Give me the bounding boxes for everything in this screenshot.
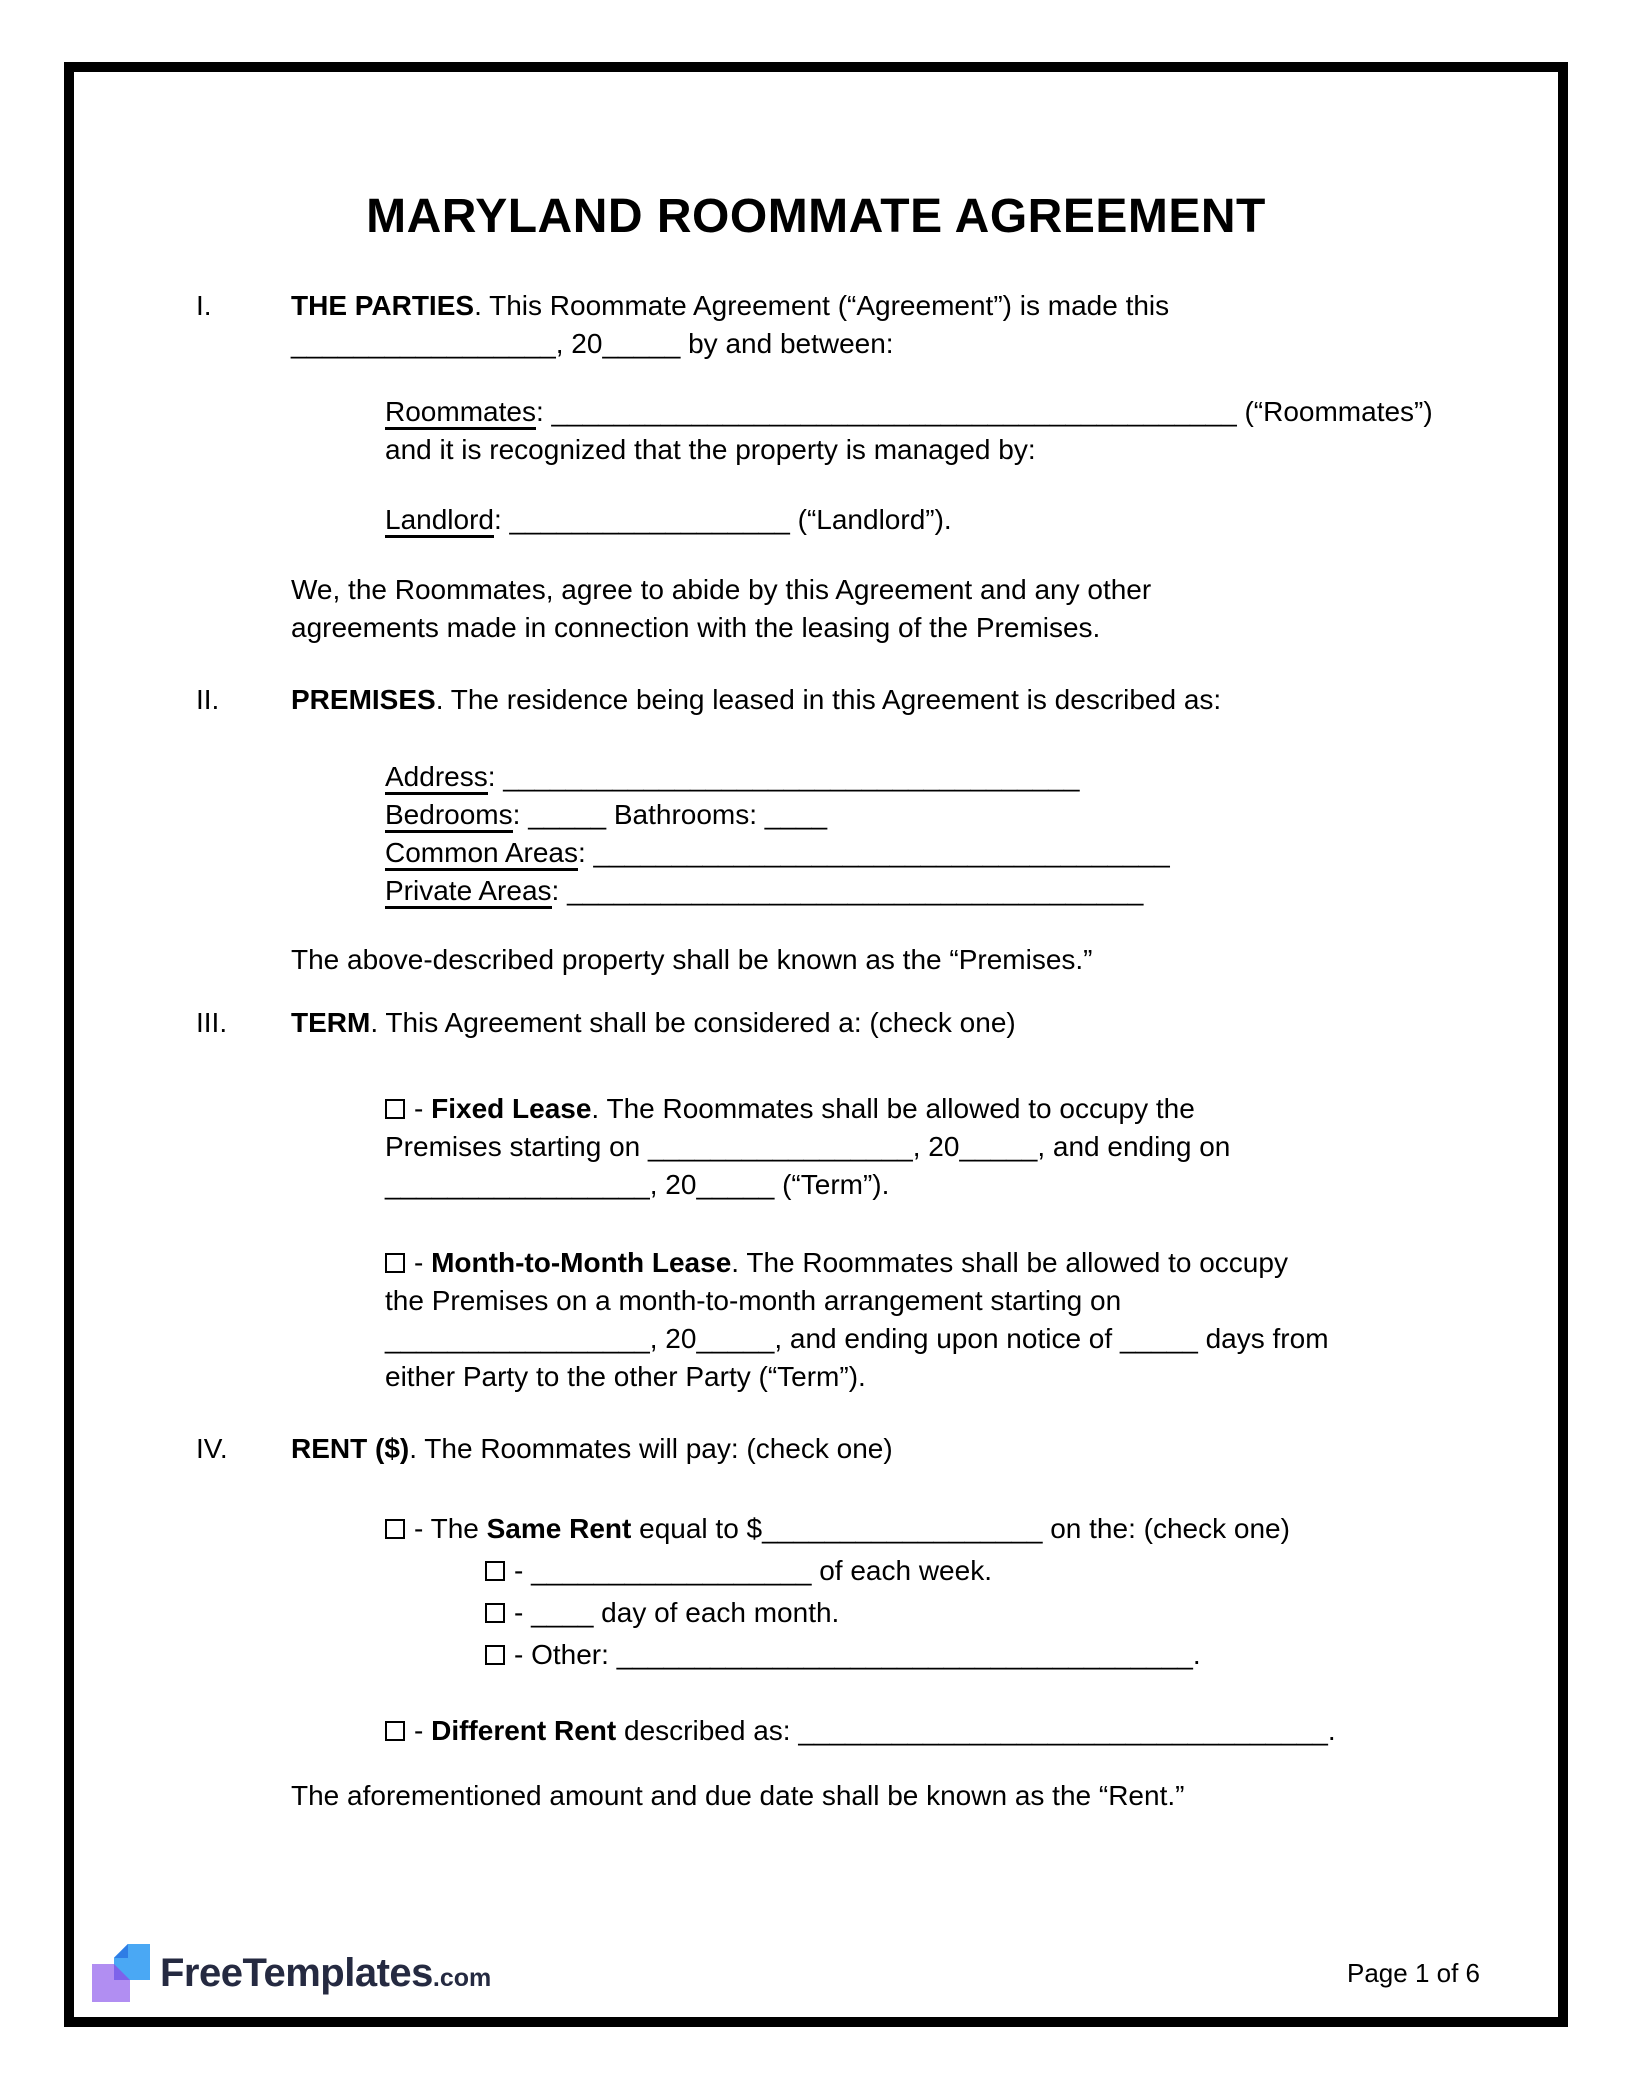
premises-note (74, 941, 1558, 979)
blank-line: __________________ (509, 504, 790, 535)
text-run: on the: (check one) (1042, 1513, 1290, 1544)
m2m-line-1 (74, 1244, 1558, 1282)
fixed-lease-line-2 (74, 1128, 1558, 1166)
text-run: . This Agreement shall be considered a: (check one) (370, 1007, 1016, 1038)
text-run: - (414, 1715, 432, 1746)
text-run: . The Roommates shall be allowed to occupy the (591, 1093, 1195, 1124)
blank-line: ____ (531, 1597, 594, 1628)
private-areas-line (74, 872, 1558, 910)
brand-logo (92, 1944, 491, 2002)
parties-date-line (74, 325, 1558, 363)
blank-line: _____ (528, 799, 607, 830)
brand-name: FreeTemplates (160, 1950, 433, 1995)
parties-heading-line (74, 287, 1558, 325)
blank-line: __________________________________ (798, 1715, 1328, 1746)
brand-domain-suffix: .com (432, 1963, 492, 1992)
text-run: , 20 (649, 1169, 697, 1200)
text-run: - (514, 1597, 532, 1628)
blank-line: _____________________________________ (567, 875, 1144, 906)
text-run: , 20 (649, 1323, 697, 1354)
text-run: and it is recognized that the property is managed by: (385, 434, 1036, 465)
text-run: . The residence being leased in this Agreement is described as: (435, 684, 1222, 715)
text-run: either Party to the other Party (“Term”). (385, 1361, 866, 1392)
checkbox-icon (485, 1603, 505, 1623)
blank-line: _____ (1119, 1323, 1198, 1354)
premises-fields (74, 758, 1558, 910)
paragraph-agreement-scope (74, 571, 1558, 647)
section-heading: RENT ($) (291, 1433, 410, 1464)
same-rent-line (74, 1508, 1558, 1550)
checkbox-icon (385, 1253, 405, 1273)
text-run: days from (1197, 1323, 1329, 1354)
text-run: - (514, 1555, 532, 1586)
month-to-month-label: Month-to-Month Lease (431, 1247, 732, 1278)
section-heading: PREMISES (291, 684, 436, 715)
text-run: - Other: (514, 1639, 617, 1670)
m2m-line-2 (74, 1282, 1558, 1320)
fixed-lease-line-3 (74, 1166, 1558, 1204)
checkbox-icon (485, 1645, 505, 1665)
roommates-line (74, 393, 1558, 431)
checkbox-icon (385, 1099, 405, 1119)
text-run: . The Roommates will pay: (check one) (409, 1433, 893, 1464)
blank-line: _____ (696, 1323, 775, 1354)
checkbox-icon (385, 1721, 405, 1741)
fixed-lease-label: Fixed Lease (431, 1093, 592, 1124)
blank-line: _________________ (648, 1131, 913, 1162)
section-numeral: II. (196, 684, 220, 715)
section-premises (74, 681, 1558, 719)
text-run: - (414, 1247, 432, 1278)
common-areas-label: Common Areas (385, 837, 578, 871)
section-heading: THE PARTIES (291, 290, 475, 321)
section-term (74, 1004, 1558, 1042)
text-run: - (414, 1093, 432, 1124)
bedrooms-label: Bedrooms (385, 799, 513, 833)
text-run: (“Landlord”). (789, 504, 952, 535)
text-run: , and ending upon notice of (774, 1323, 1120, 1354)
text-run: described as: (616, 1715, 799, 1746)
footer (92, 1941, 1480, 2005)
common-areas-line (74, 834, 1558, 872)
checkbox-icon (385, 1519, 405, 1539)
monthly-option-line (74, 1592, 1558, 1634)
section-parties (74, 287, 1558, 363)
term-heading-line (74, 1004, 1558, 1042)
section-numeral: IV. (196, 1433, 228, 1464)
blank-line: __________________ (531, 1555, 812, 1586)
paragraph-roommates (74, 393, 1558, 469)
text-run: : (535, 396, 552, 427)
section-heading: TERM (291, 1007, 371, 1038)
other-option-line (74, 1634, 1558, 1676)
blank-line: ____________________________________________ (551, 396, 1237, 427)
rent-note-line (74, 1777, 1558, 1815)
weekly-option-line (74, 1550, 1558, 1592)
brand-logo-icon (92, 1944, 150, 2002)
different-rent-label: Different Rent (431, 1715, 617, 1746)
brand-text (160, 1951, 491, 1996)
text-run: : (487, 761, 504, 792)
blank-line: _________________ (385, 1323, 650, 1354)
m2m-line-4 (74, 1358, 1558, 1396)
different-rent-line (74, 1712, 1558, 1750)
managed-by-line (74, 431, 1558, 469)
text-run: . (1327, 1715, 1336, 1746)
text-run: : (493, 504, 510, 535)
scope-line-2 (74, 609, 1558, 647)
scope-line-1 (74, 571, 1558, 609)
blank-line: _____ (959, 1131, 1038, 1162)
checkbox-icon (485, 1561, 505, 1581)
bedrooms-bathrooms-line (74, 796, 1558, 834)
blank-line: _____ (602, 328, 681, 359)
text-run: . This Roommate Agreement (“Agreement”) is made this (474, 290, 1170, 321)
paragraph-landlord (74, 501, 1558, 539)
text-run: day of each month. (593, 1597, 840, 1628)
text-run: , 20 (912, 1131, 960, 1162)
premises-heading-line (74, 681, 1558, 719)
blank-line: _________________ (291, 328, 556, 359)
page-border (64, 62, 1568, 2027)
text-run: the Premises on a month-to-month arrangement starting on (385, 1285, 1122, 1316)
same-rent-option (74, 1508, 1558, 1676)
document-title: MARYLAND ROOMMATE AGREEMENT (366, 190, 1266, 243)
landlord-line (74, 501, 1558, 539)
blank-line: _____________________________________ (503, 761, 1080, 792)
text-run: The above-described property shall be known as the “Premises.” (291, 944, 1093, 975)
m2m-line-3 (74, 1320, 1558, 1358)
bathrooms-label: Bathrooms: (606, 799, 765, 830)
text-run: : (512, 799, 529, 830)
section-numeral: III. (196, 1007, 228, 1038)
different-rent-option (74, 1712, 1558, 1750)
fixed-lease-line-1 (74, 1090, 1558, 1128)
rent-heading-line (74, 1430, 1558, 1468)
text-run: : (551, 875, 568, 906)
rent-note (74, 1777, 1558, 1815)
text-run: . (1192, 1639, 1201, 1670)
blank-line: _____________________________________ (616, 1639, 1193, 1670)
page-indicator: Page 1 of 6 (1347, 1957, 1480, 1988)
blank-line: __________________ (762, 1513, 1043, 1544)
premises-note-line (74, 941, 1558, 979)
section-rent (74, 1430, 1558, 1468)
text-run: , 20 (555, 328, 603, 359)
text-run: , and ending on (1037, 1131, 1231, 1162)
section-numeral: I. (196, 290, 212, 321)
same-rent-label: Same Rent (486, 1513, 632, 1544)
address-line (74, 758, 1558, 796)
address-label: Address (385, 761, 488, 795)
blank-line: _________________ (385, 1169, 650, 1200)
text-run: (“Term”). (774, 1169, 890, 1200)
text-run: Premises starting on (385, 1131, 648, 1162)
text-run: : (577, 837, 594, 868)
roommates-label: Roommates (385, 396, 536, 430)
text-run: - The (414, 1513, 487, 1544)
fixed-lease-option (74, 1090, 1558, 1204)
text-run: agreements made in connection with the leasing of the Premises. (291, 612, 1101, 643)
blank-line: ____ (764, 799, 828, 830)
text-run: . The Roommates shall be allowed to occupy (731, 1247, 1288, 1278)
text-run: equal to $ (631, 1513, 763, 1544)
landlord-label: Landlord (385, 504, 494, 538)
text-run: (“Roommates”) (1236, 396, 1433, 427)
text-run: of each week. (811, 1555, 992, 1586)
private-areas-label: Private Areas (385, 875, 552, 909)
text-run: The aforementioned amount and due date shall be known as the “Rent.” (291, 1780, 1185, 1811)
month-to-month-option (74, 1244, 1558, 1396)
blank-line: _____________________________________ (593, 837, 1170, 868)
blank-line: _____ (696, 1169, 775, 1200)
text-run: by and between: (680, 328, 894, 359)
text-run: We, the Roommates, agree to abide by this Agreement and any other (291, 574, 1152, 605)
